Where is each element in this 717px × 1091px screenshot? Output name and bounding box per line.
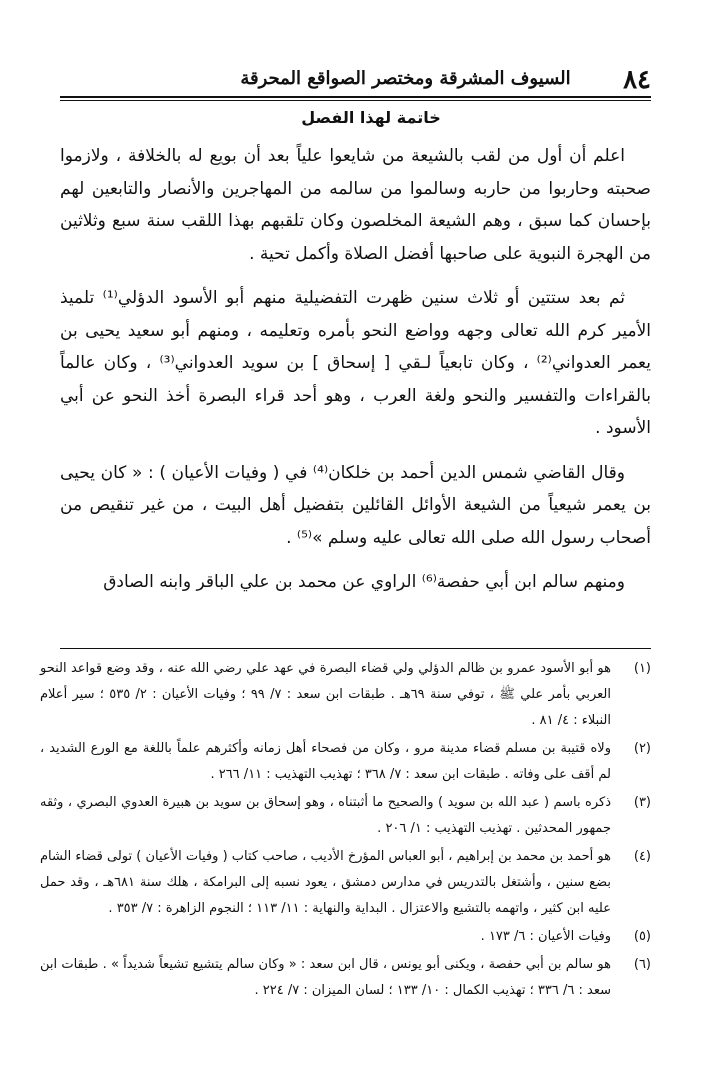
paragraph: اعلم أن أول من لقب بالشيعة من شايعوا علياً بعد أن بويع له بالخلافة ، ولازموا صحبته وحاربوا من حاربه وسالموا من سالمه من المهاجرين والأنصار والتابعين لهم بإحسان كما سبق ، وهم الشيعة المخلصون وكان تلقبهم بهذا اللقب سنة سبع وثلاثين من الهجرة النبوية على صاحبها أفضل الصلاة وأكمل تحية . bbox=[60, 146, 651, 264]
footnote-number: (٥) bbox=[633, 929, 651, 944]
paragraph: ثم بعد ستتين أو ثلاث سنين ظهرت التفضيلية منهم أبو الأسود الدؤلي⁽¹⁾ تلميذ الأمير كرم الله تعالى وجهه وواضع النحو بأمره وتعليمه ، ومنهم أبو سعيد يحيى بن يعمر العدواني⁽²⁾ ، وكان تابعياً لـقي [ إسحاق ] بن سويد العدواني⁽³⁾ ، وكان عالماً بالقراءات والتفسير والنحو ولغة العرب ، وهو أحد قراء البصرة أخذ النحو عن أبي الأسود . bbox=[60, 288, 651, 438]
running-title: السيوف المشرقة ومختصر الصواقع المحرقة bbox=[240, 68, 571, 89]
footnote-number: (١) bbox=[633, 661, 651, 676]
footnote-text: ولاه قتيبة بن مسلم قضاء مدينة مرو ، وكان من فصحاء أهل زمانه وأكثرهم علماً باللغة مع الورع الشديد ، لم أقف على وفاته . طبقات ابن سعد : ٧/ ٣٦٨ ؛ تهذيب التهذيب : ١١/ ٢٦٦ . bbox=[40, 741, 611, 782]
footnote bbox=[40, 844, 651, 922]
paragraph: وقال القاضي شمس الدين أحمد بن خلكان⁽⁴⁾ في ( وفيات الأعيان ) : « كان يحيى بن يعمر شيعياً من الشيعة الأوائل القائلين بتفضيل أهل البيت ، من غير تنقيص من أصحاب رسول الله صلى الله تعالى عليه وسلم »⁽⁵⁾ . bbox=[60, 462, 651, 548]
footnote bbox=[40, 924, 651, 950]
footnote-text: هو أحمد بن محمد بن إبراهيم ، أبو العباس المؤرخ الأديب ، صاحب كتاب ( وفيات الأعيان ) تولى قضاء الشام بضع سنين ، وأشتغل بالتدريس في مدارس دمشق ، يعود نسبه إلى البرامكة ، هلك سنة ٦٨١هـ ، وقد حمل عليه ابن كثير ، واتهمه بالتشيع والاعتزال . البداية والنهاية : ١١/ ١١٣ ؛ النجوم الزاهرة : ٧/ ٣٥٣ . bbox=[40, 849, 611, 916]
footnote-text: هو أبو الأسود عمرو بن ظالم الدؤلي ولي قضاء البصرة في عهد علي رضي الله عنه ، وقد وضع قواعد النحو العربي بأمر علي ﷺ ، توفي سنة ٦٩هـ . طبقات ابن سعد : ٧/ ٩٩ ؛ وفيات الأعيان : ٢/ ٥٣٥ ؛ سير أعلام النبلاء : ٤/ ٨١ . bbox=[40, 661, 612, 728]
footnote bbox=[40, 952, 651, 1004]
footnote bbox=[40, 656, 651, 734]
page-header bbox=[60, 64, 651, 96]
footnote-number: (٦) bbox=[633, 957, 651, 972]
footnote-text: ذكره باسم ( عبد الله بن سويد ) والصحيح ما أثبتناه ، وهو إسحاق بن سويد بن هبيرة العدوي البصري ، وثقه جمهور المحدثين . تهذيب التهذيب : ١/ ٢٠٦ . bbox=[40, 795, 611, 836]
footnote-text: هو سالم بن أبي حفصة ، ويكنى أبو يونس ، قال ابن سعد : « وكان سالم يتشيع تشيعاً شديداً » . طبقات ابن سعد : ٦/ ٣٣٦ ؛ تهذيب الكمال : ١٠/ ١٣٣ ؛ لسان الميزان : ٧/ ٢٢٤ . bbox=[40, 957, 611, 998]
footnotes bbox=[40, 656, 651, 1006]
page-number: ٨٤ bbox=[623, 65, 651, 95]
footnote-divider bbox=[60, 648, 651, 649]
section-heading: خاتمة لهذا الفصل bbox=[301, 108, 441, 127]
footnote bbox=[40, 736, 651, 788]
footnote-number: (٢) bbox=[633, 741, 651, 756]
footnote-number: (٣) bbox=[633, 795, 651, 810]
paragraph: ومنهم سالم ابن أبي حفصة⁽⁶⁾ الراوي عن محمد بن علي الباقر وابنه الصادق bbox=[103, 572, 625, 592]
footnote-number: (٤) bbox=[633, 849, 651, 864]
footnote-text: وفيات الأعيان : ٦/ ١٧٣ . bbox=[480, 929, 611, 944]
main-text bbox=[60, 140, 651, 611]
footnote bbox=[40, 790, 651, 842]
header-divider-thin bbox=[60, 100, 651, 101]
header-divider bbox=[60, 96, 651, 98]
